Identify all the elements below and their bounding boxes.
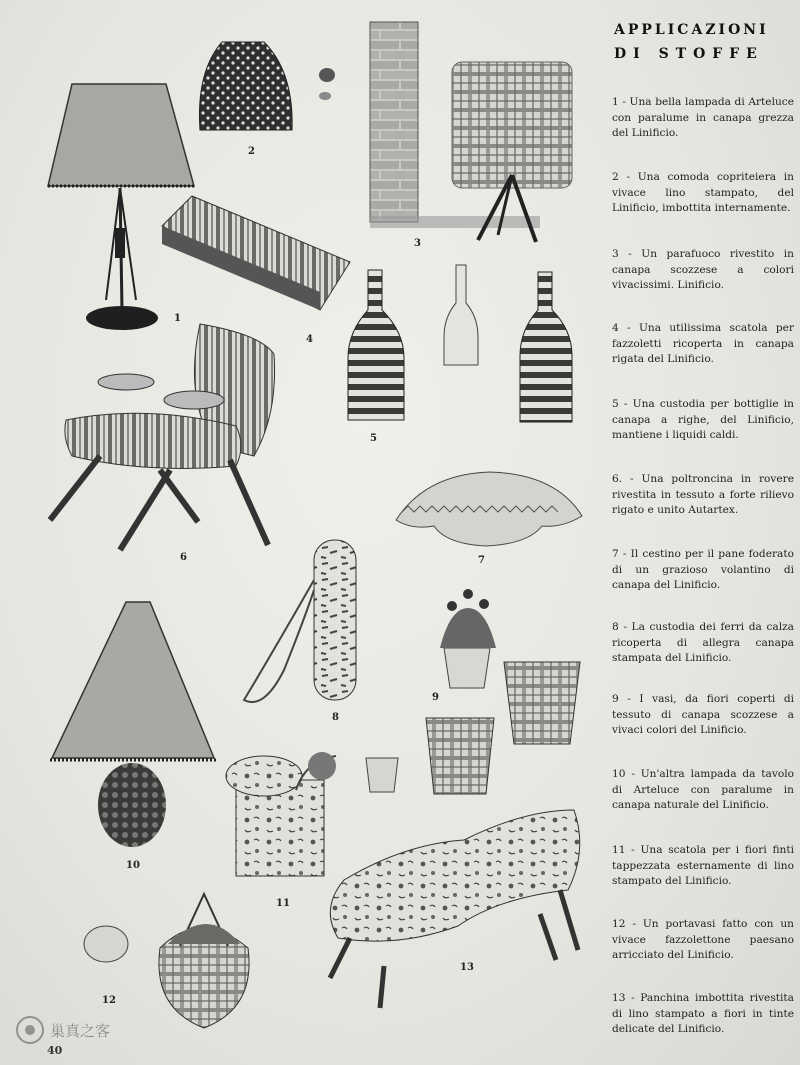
- item-number: 13: [460, 962, 474, 973]
- item-number: 2: [248, 146, 255, 157]
- page-title: [614, 18, 794, 66]
- vases-9-illustration: [366, 589, 580, 794]
- caption-6: 6. - Una poltroncina in rovere rivestita in tessuto a forte rilievo rigato e unito Autartex.: [612, 473, 794, 516]
- fire-screen-3-illustration: [370, 22, 572, 242]
- item-number: 12: [102, 995, 116, 1006]
- title-line-1: APPLICAZIONI: [614, 22, 769, 38]
- item-number: 5: [370, 433, 377, 444]
- flower-box-11-illustration: [226, 752, 336, 876]
- caption-4: 4 - Una utilissima scatola per fazzoletti ricoperta in canapa rigata del Linificio.: [612, 322, 794, 365]
- lamp-1-illustration: [48, 84, 194, 330]
- item-number: 4: [306, 334, 313, 345]
- caption-8: 8 - La custodia dei ferri da calza ricoperta di allegra canapa stampata del Linificio.: [612, 621, 794, 664]
- caption-11: 11 - Una scatola per i fiori finti tappezzata esternamente di lino stampato del Linificio.: [612, 844, 794, 887]
- bottles-5-illustration: [348, 265, 572, 422]
- caption-10: 10 - Un'altra lampada da tavolo di Arteluce con paralume in canapa naturale del Linificio.: [612, 768, 794, 811]
- watermark: [14, 1014, 134, 1046]
- caption-9: 9 - I vasi, da fiori coperti di tessuto di canapa scozzese a vivaci colori del Linificio.: [612, 693, 794, 736]
- caption-12: 12 - Un portavasi fatto con un vivace fazzolettone paesano arricciato del Linificio.: [612, 918, 794, 961]
- item-number: 10: [126, 860, 140, 871]
- caption-3: 3 - Un parafuoco rivestito in canapa scozzese a colori vivacissimi. Linificio.: [612, 248, 794, 291]
- caption-13: 13 - Panchina imbottita rivestita di lino stampato a fiori in tinte delicate del Linificio.: [612, 992, 794, 1035]
- watermark-text: 巢真之客: [50, 1022, 111, 1040]
- tea-cosy-2-illustration: [199, 42, 335, 130]
- caption-7: 7 - Il cestino per il pane foderato di un grazioso volantino di canapa del Linificio.: [612, 548, 794, 591]
- page-number: 40: [47, 1044, 63, 1057]
- armchair-6-illustration: [50, 324, 275, 550]
- bread-basket-7-illustration: [396, 472, 582, 546]
- caption-5: 5 - Una custodia per bottiglie in canapa a righe, del Linificio, mantiene i liquidi caldi.: [612, 398, 794, 441]
- item-number: 9: [432, 692, 439, 703]
- item-number: 6: [180, 552, 187, 563]
- item-number: 8: [332, 712, 339, 723]
- item-number: 7: [478, 555, 485, 566]
- knitting-case-8-illustration: [244, 540, 356, 702]
- planter-12-illustration: [84, 894, 249, 1028]
- item-number: 3: [414, 238, 421, 249]
- bench-13-illustration: [330, 810, 580, 1008]
- item-number: 1: [174, 313, 181, 324]
- lamp-10-illustration: [50, 602, 216, 847]
- caption-2: 2 - Una comoda copriteiera in vivace lino stampato, del Linificio, imbottita internamente.: [612, 171, 794, 214]
- item-number: 11: [276, 898, 290, 909]
- caption-1: 1 - Una bella lampada di Arteluce con paralume in canapa grezza del Linificio.: [612, 96, 794, 139]
- title-line-2: DI STOFFE: [614, 46, 764, 62]
- tissue-box-4-illustration: [162, 196, 350, 310]
